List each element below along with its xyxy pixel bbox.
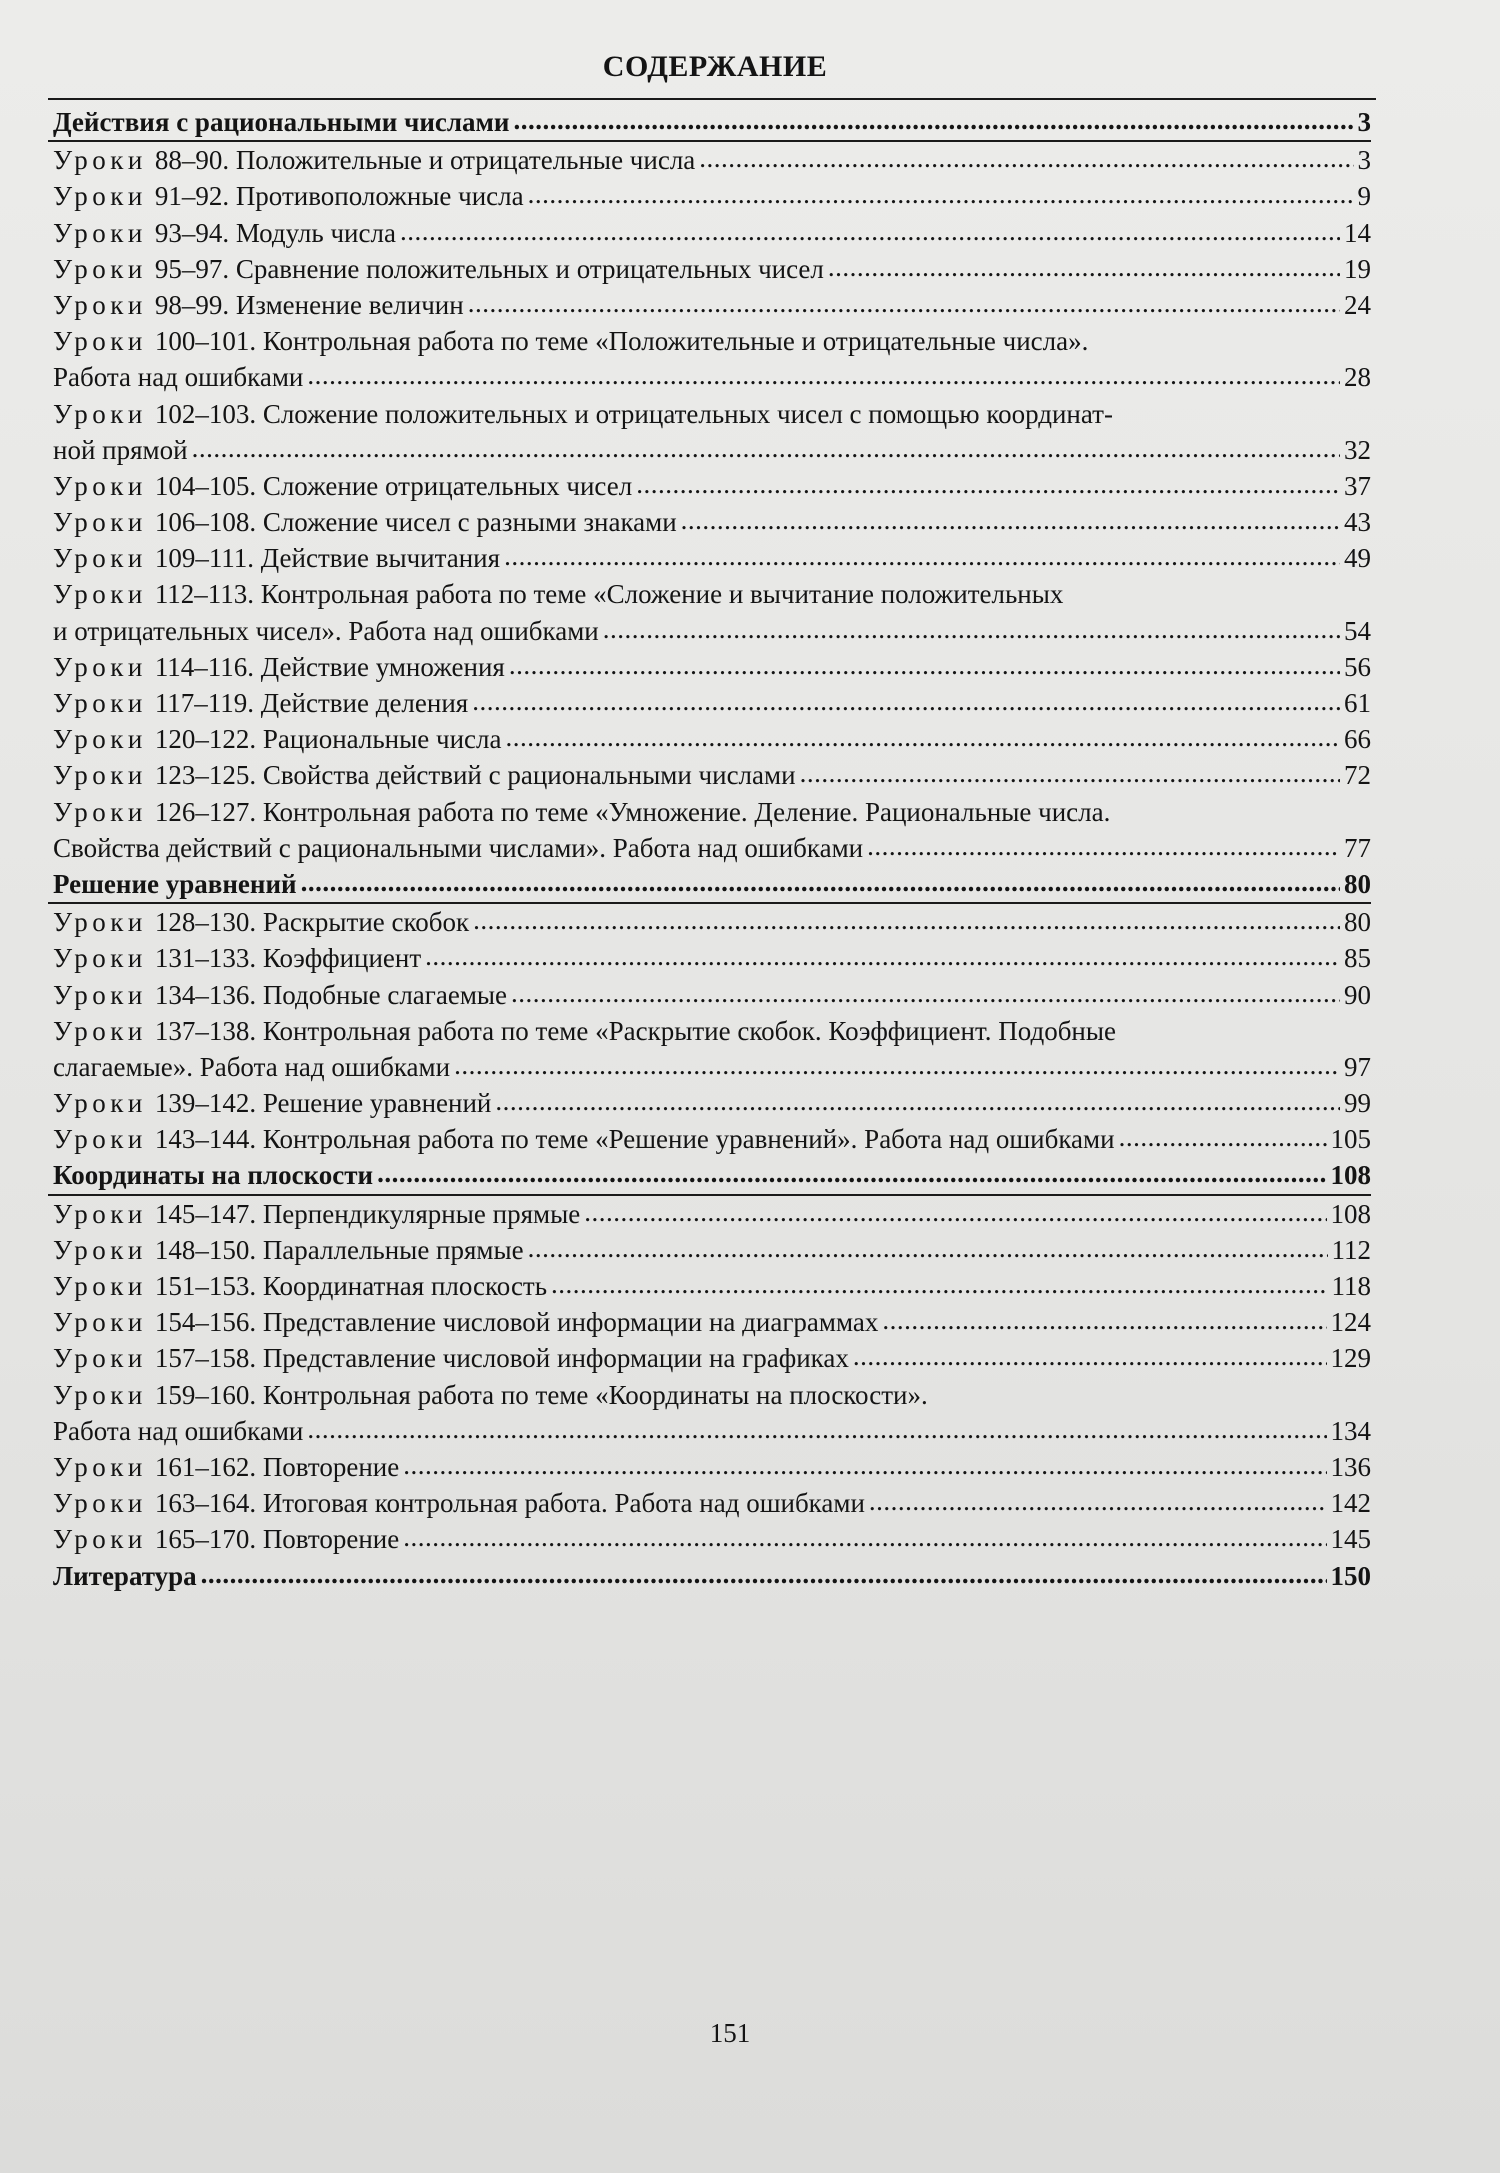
toc-page-number: 14 — [1344, 217, 1371, 248]
dot-leader — [504, 538, 1340, 574]
dot-leader — [495, 1083, 1340, 1119]
toc-entry-label: Уроки — [53, 1124, 147, 1155]
toc-entry — [53, 432, 1371, 468]
toc-entry-text — [53, 649, 505, 685]
toc-page-number: 145 — [1330, 1524, 1371, 1555]
toc-page-number: 80 — [1344, 907, 1371, 938]
toc-entry-title: 159–160. Контрольная работа по теме «Координаты на плоскости». — [154, 1379, 928, 1410]
toc-entry-title: 154–156. Представление числовой информации на диаграммах — [154, 1307, 879, 1338]
toc-entry-text — [53, 287, 464, 323]
toc-entry-title: 126–127. Контрольная работа по теме «Умножение. Деление. Рациональные числа. — [154, 796, 1111, 827]
toc-entry — [53, 904, 1371, 940]
toc-entry — [53, 396, 1371, 432]
toc-page-number: 3 — [1357, 145, 1371, 176]
toc-entry-text — [53, 1340, 849, 1376]
toc-page-number: 105 — [1330, 1124, 1371, 1155]
dot-leader — [403, 1447, 1326, 1483]
toc-entry — [53, 576, 1371, 612]
dot-leader — [882, 1302, 1326, 1338]
toc-entry-label: Уроки — [53, 470, 147, 501]
toc-entry — [53, 1304, 1371, 1340]
toc-entry-label: Уроки — [53, 1234, 147, 1265]
toc-entry-title: Координаты на плоскости — [53, 1160, 374, 1191]
toc-entry-text — [53, 613, 599, 649]
toc-entry-text — [53, 721, 501, 757]
toc-entry-label: Уроки — [53, 579, 147, 610]
toc-entry — [53, 142, 1371, 178]
toc-entry — [53, 215, 1371, 251]
toc-entry-text — [53, 1049, 450, 1085]
dot-leader — [1119, 1119, 1327, 1155]
toc-entry — [53, 685, 1371, 721]
toc-page-number: 90 — [1344, 979, 1371, 1010]
toc-entry-text — [53, 940, 421, 976]
toc-entry-text — [53, 830, 863, 866]
toc-page-number: 28 — [1344, 362, 1371, 393]
toc-entry — [53, 468, 1371, 504]
toc-entry — [53, 1013, 1371, 1049]
toc-entry-label: Уроки — [53, 1451, 147, 1482]
toc-entry-title: 145–147. Перпендикулярные прямые — [154, 1198, 581, 1229]
toc-entry-label: Уроки — [53, 1271, 147, 1301]
toc-page-number: 37 — [1344, 470, 1371, 501]
toc-entry — [53, 757, 1371, 793]
toc-entry-text — [53, 977, 507, 1013]
toc-entry-title: 165–170. Повторение — [154, 1524, 400, 1555]
toc-entry — [53, 323, 1371, 359]
toc-entry-text — [53, 323, 1088, 359]
toc-entry-text — [53, 178, 524, 214]
toc-page-number: 61 — [1344, 688, 1371, 718]
dot-leader — [400, 213, 1340, 249]
toc-entry-label: Уроки — [53, 326, 147, 357]
toc-entry — [53, 721, 1371, 757]
dot-leader — [528, 176, 1354, 212]
toc-entry-text — [53, 251, 824, 287]
toc-entry-title: 114–116. Действие умножения — [154, 651, 505, 682]
toc-page-number: 97 — [1344, 1051, 1371, 1082]
toc-entry-text — [53, 1485, 865, 1521]
toc-entry-text — [53, 1085, 491, 1121]
toc-page-number: 66 — [1344, 724, 1371, 755]
toc-entry — [53, 1085, 1371, 1121]
toc-page-number: 3 — [1357, 107, 1371, 137]
toc-page-number: 129 — [1330, 1343, 1371, 1374]
toc-entry-label: Уроки — [53, 1524, 147, 1555]
dot-leader — [505, 719, 1340, 755]
title-rule — [48, 98, 1376, 100]
toc-entry — [53, 1121, 1371, 1157]
toc-entry-text — [53, 359, 303, 395]
toc-entry-text — [53, 468, 632, 504]
dot-leader — [301, 864, 1340, 900]
toc-entry — [53, 1449, 1371, 1485]
toc-entry-label: Уроки — [53, 181, 147, 212]
toc-entry-label: Уроки — [53, 688, 147, 718]
toc-entry — [53, 649, 1371, 685]
dot-leader — [509, 647, 1340, 683]
toc-entry-label: Уроки — [53, 1198, 147, 1229]
dot-leader — [853, 1338, 1327, 1374]
toc-entry-title: 120–122. Рациональные числа — [154, 724, 502, 755]
toc-entry — [53, 178, 1371, 214]
toc-entry — [53, 830, 1371, 866]
toc-page-number: 99 — [1344, 1088, 1371, 1119]
toc-entry-text — [53, 396, 1113, 432]
toc-entry-title: Работа над ошибками — [53, 362, 304, 393]
toc-entry-title: 131–133. Коэффициент — [154, 943, 422, 974]
toc-entry-label: Уроки — [53, 760, 147, 791]
table-of-contents — [53, 104, 1371, 1594]
toc-entry-title: 117–119. Действие деления — [154, 688, 469, 718]
toc-page-number: 72 — [1344, 760, 1371, 791]
toc-entry-label: Уроки — [53, 253, 147, 284]
toc-entry — [53, 1196, 1371, 1232]
toc-entry-title: Действия с рациональными числами — [53, 107, 510, 137]
toc-entry — [53, 287, 1371, 323]
toc-entry-title: 102–103. Сложение положительных и отрицательных чисел с помощью координат- — [154, 398, 1113, 429]
toc-entry-label: Уроки — [53, 145, 147, 176]
toc-entry-title: 143–144. Контрольная работа по теме «Решение уравнений». Работа над ошибками — [154, 1124, 1115, 1155]
toc-page-number: 124 — [1330, 1307, 1371, 1338]
toc-entry-label: Уроки — [53, 1488, 147, 1519]
toc-entry-title: Свойства действий с рациональными числами». Работа над ошибками — [53, 832, 864, 863]
toc-entry-title: и отрицательных чисел». Работа над ошибками — [53, 615, 599, 646]
dot-leader — [425, 938, 1340, 974]
dot-leader — [377, 1155, 1326, 1191]
toc-entry-label: Уроки — [53, 943, 147, 974]
toc-entry-text — [53, 1521, 399, 1557]
toc-entry-title: 139–142. Решение уравнений — [154, 1088, 492, 1119]
dot-leader — [528, 1230, 1328, 1266]
toc-entry-label: Уроки — [53, 907, 147, 938]
toc-entry-label: Уроки — [53, 1088, 147, 1119]
toc-entry-text — [53, 757, 796, 793]
toc-entry — [53, 940, 1371, 976]
toc-entry-title: 134–136. Подобные слагаемые — [154, 979, 508, 1010]
toc-entry-text — [53, 504, 677, 540]
toc-entry-text — [53, 1304, 878, 1340]
toc-entry-title: 95–97. Сравнение положительных и отрицательных чисел — [154, 253, 824, 284]
toc-entry-title: 137–138. Контрольная работа по теме «Раскрытие скобок. Коэффициент. Подобные — [154, 1015, 1117, 1046]
dot-leader — [603, 611, 1340, 647]
dot-leader — [636, 466, 1340, 502]
toc-entry-text — [53, 1268, 547, 1304]
toc-entry — [53, 1340, 1371, 1376]
toc-entry — [53, 1521, 1371, 1557]
dot-leader — [403, 1519, 1326, 1555]
dot-leader — [699, 140, 1353, 176]
dot-leader — [307, 1411, 1326, 1447]
dot-leader — [681, 502, 1340, 538]
toc-entry-label: Уроки — [53, 979, 147, 1010]
toc-entry-text — [53, 215, 396, 251]
toc-entry-text — [53, 540, 500, 576]
page-number: 151 — [709, 2018, 751, 2048]
toc-entry — [53, 1268, 1371, 1304]
toc-entry-title: 163–164. Итоговая контрольная работа. Работа над ошибками — [154, 1488, 865, 1519]
toc-page-number: 108 — [1330, 1198, 1371, 1229]
page-title: СОДЕРЖАНИЕ — [602, 50, 828, 83]
toc-entry-title: 157–158. Представление числовой информации на графиках — [154, 1343, 849, 1374]
dot-leader — [869, 1483, 1327, 1519]
toc-page-number: 32 — [1344, 434, 1371, 465]
toc-entry — [53, 540, 1371, 576]
toc-entry — [53, 1377, 1371, 1413]
toc-entry-text — [53, 142, 695, 178]
toc-page-number: 9 — [1357, 181, 1371, 212]
toc-entry-label: Уроки — [53, 289, 147, 320]
toc-page-number: 19 — [1344, 253, 1371, 284]
dot-leader — [511, 975, 1340, 1011]
toc-page-number: 136 — [1330, 1451, 1371, 1482]
toc-entry-text — [53, 1196, 580, 1232]
dot-leader — [584, 1194, 1326, 1230]
dot-leader — [867, 828, 1340, 864]
toc-section-entry — [53, 104, 1371, 140]
toc-page-number: 49 — [1344, 543, 1371, 574]
dot-leader — [192, 430, 1340, 466]
toc-entry-label: Уроки — [53, 651, 147, 682]
toc-page-number: 142 — [1330, 1488, 1371, 1519]
toc-entry-title: 112–113. Контрольная работа по теме «Сложение и вычитание положительных — [154, 579, 1064, 610]
dot-leader — [800, 755, 1340, 791]
toc-page-number: 134 — [1330, 1415, 1371, 1446]
toc-entry — [53, 613, 1371, 649]
toc-entry-text — [53, 576, 1063, 612]
toc-entry-title: 161–162. Повторение — [154, 1451, 400, 1482]
toc-entry-text — [53, 866, 297, 902]
toc-entry-label: Уроки — [53, 724, 147, 755]
toc-page-number: 150 — [1330, 1560, 1371, 1591]
dot-leader — [551, 1266, 1327, 1302]
toc-entry-title: 128–130. Раскрытие скобок — [154, 907, 470, 938]
toc-page-number: 43 — [1344, 507, 1371, 538]
toc-entry — [53, 1413, 1371, 1449]
toc-page-number: 56 — [1344, 651, 1371, 682]
toc-entry-title: Литература — [53, 1560, 197, 1591]
toc-entry-title: слагаемые». Работа над ошибками — [53, 1051, 451, 1082]
dot-leader — [828, 249, 1340, 285]
toc-entry-title: 106–108. Сложение чисел с разными знаками — [154, 507, 677, 538]
toc-page-number: 80 — [1344, 868, 1371, 899]
toc-entry-title: 100–101. Контрольная работа по теме «Положительные и отрицательные числа». — [154, 326, 1089, 357]
toc-entry-text — [53, 1377, 928, 1413]
toc-entry-label: Уроки — [53, 217, 147, 248]
toc-entry — [53, 794, 1371, 830]
toc-entry-title: 109–111. Действие вычитания — [154, 543, 501, 574]
toc-entry-title: 148–150. Параллельные прямые — [154, 1234, 524, 1265]
toc-entry-text — [53, 1558, 197, 1594]
toc-entry-label: Уроки — [53, 1343, 147, 1374]
toc-entry-text — [53, 104, 509, 140]
toc-entry-label: Уроки — [53, 1307, 147, 1338]
toc-entry-text — [53, 1121, 1115, 1157]
toc-entry-title: Решение уравнений — [53, 868, 297, 899]
dot-leader — [468, 285, 1340, 321]
toc-entry-title: Работа над ошибками — [53, 1415, 304, 1446]
toc-entry — [53, 504, 1371, 540]
toc-entry-text — [53, 794, 1110, 830]
toc-entry-title: 123–125. Свойства действий с рациональными числами — [154, 760, 796, 791]
dot-leader — [454, 1047, 1340, 1083]
toc-entry-title: 91–92. Противоположные числа — [154, 181, 524, 212]
toc-entry — [53, 1485, 1371, 1521]
toc-page-number: 77 — [1344, 832, 1371, 863]
toc-entry-label: Уроки — [53, 1015, 147, 1046]
toc-page-number: 85 — [1344, 943, 1371, 974]
toc-entry — [53, 1049, 1371, 1085]
toc-entry — [53, 977, 1371, 1013]
toc-entry-label: Уроки — [53, 507, 147, 538]
toc-entry-text — [53, 1413, 303, 1449]
toc-entry-title: 88–90. Положительные и отрицательные числа — [154, 145, 696, 176]
dot-leader — [473, 902, 1340, 938]
toc-page-number: 24 — [1344, 289, 1371, 320]
toc-entry-label: Уроки — [53, 796, 147, 827]
toc-entry-title: 93–94. Модуль числа — [154, 217, 396, 248]
toc-entry-title: ной прямой — [53, 434, 188, 465]
dot-leader — [307, 357, 1340, 393]
toc-entry-label: Уроки — [53, 398, 147, 429]
toc-entry — [53, 359, 1371, 395]
toc-entry-title: 151–153. Координатная плоскость — [154, 1271, 548, 1301]
toc-entry-text — [53, 1013, 1116, 1049]
toc-entry — [53, 251, 1371, 287]
toc-entry-title: 104–105. Сложение отрицательных чисел — [154, 470, 633, 501]
toc-section-entry — [53, 1558, 1371, 1594]
dot-leader — [201, 1556, 1327, 1592]
toc-entry-text — [53, 1157, 373, 1193]
toc-entry-title: 98–99. Изменение величин — [154, 289, 464, 320]
toc-entry-text — [53, 1232, 524, 1268]
dot-leader — [472, 683, 1340, 719]
dot-leader — [513, 102, 1353, 138]
toc-entry — [53, 1232, 1371, 1268]
toc-page-number: 108 — [1330, 1160, 1371, 1191]
toc-entry-label: Уроки — [53, 543, 147, 574]
toc-section-entry — [53, 866, 1371, 902]
toc-entry-text — [53, 432, 188, 468]
toc-section-entry — [53, 1157, 1371, 1193]
toc-page-number: 118 — [1331, 1271, 1371, 1301]
toc-entry-label: Уроки — [53, 1379, 147, 1410]
toc-page-number: 112 — [1331, 1234, 1371, 1265]
toc-entry-text — [53, 685, 468, 721]
toc-entry-text — [53, 1449, 399, 1485]
toc-page-number: 54 — [1344, 615, 1371, 646]
toc-entry-text — [53, 904, 469, 940]
